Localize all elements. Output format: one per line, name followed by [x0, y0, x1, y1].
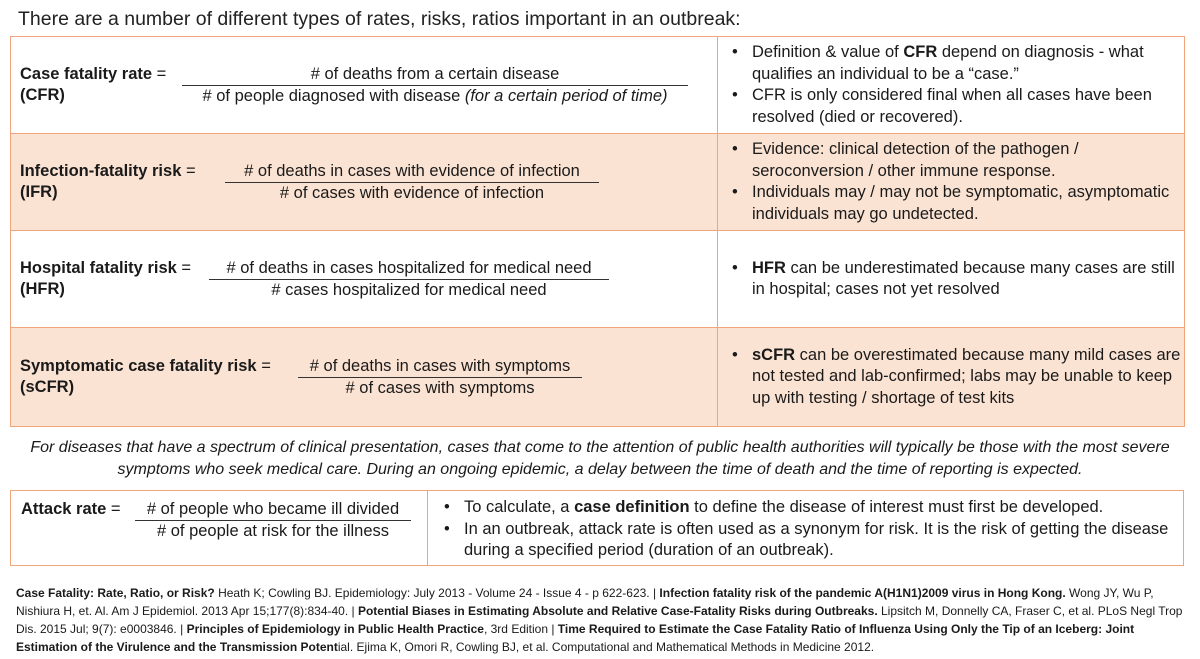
- fraction-cfr: [182, 64, 688, 107]
- italic-note: For diseases that have a spectrum of clinical presentation, cases that come to the attention of public health authorities will typically be those with the most severe symptoms who seek medical care. During an ongoing epidemic, a delay between the time of death and the time of reporting is expected.: [30, 439, 1170, 478]
- fraction-scfr: [298, 356, 582, 399]
- table-row-cfr: [11, 37, 1185, 134]
- rate-name: Infection-fatality risk: [20, 162, 182, 180]
- denominator: # of cases with symptoms: [345, 379, 535, 397]
- rate-abbr: (HFR): [20, 280, 65, 298]
- notes-cell-scfr: [718, 328, 1185, 427]
- rate-abbr: (IFR): [20, 183, 58, 201]
- table-row-hfr: [11, 231, 1185, 328]
- rate-name: Case fatality rate: [20, 65, 153, 83]
- notes-cell-hfr: [718, 231, 1185, 328]
- attack-formula-cell: [11, 491, 428, 565]
- numerator: # of deaths in cases hospitalized for medical need: [209, 258, 609, 280]
- notes-cell-cfr: [718, 37, 1185, 134]
- equals-sign: =: [152, 65, 167, 83]
- note-bullet: • Definition & value of CFR depend on diagnosis - what qualifies an individual to be a “case.”: [732, 42, 1184, 85]
- denominator: # cases hospitalized for medical need: [271, 281, 547, 299]
- numerator: # of deaths from a certain disease: [182, 64, 688, 86]
- denominator: # of cases with evidence of infection: [279, 184, 545, 202]
- denominator: # of people diagnosed with disease (for a certain period of time): [202, 87, 668, 105]
- attack-notes-cell: [428, 491, 1183, 565]
- note-bullet: • sCFR can be overestimated because many mild cases are not tested and lab-confirmed; labs may be unable to keep up with testing / shortage of test kits: [732, 345, 1184, 410]
- rate-name: Symptomatic case fatality risk: [20, 357, 257, 375]
- rates-table: [10, 36, 1185, 427]
- formula-cell-hfr: [11, 231, 718, 328]
- note-bullet: • HFR can be underestimated because many cases are still in hospital; cases not yet resolved: [732, 258, 1184, 301]
- equals-sign: =: [256, 357, 271, 375]
- equals-sign: =: [176, 259, 192, 277]
- page-heading: There are a number of different types of rates, risks, ratios important in an outbreak:: [18, 8, 741, 30]
- formula-cell-cfr: [11, 37, 718, 134]
- equals-sign: =: [181, 162, 196, 180]
- note-bullet: • To calculate, a case definition to define the disease of interest must first be developed.: [444, 497, 1183, 519]
- note-bullet: • Individuals may / may not be symptomatic, asymptomatic individuals may go undetected.: [732, 182, 1184, 225]
- denominator: # of people at risk for the illness: [156, 522, 390, 540]
- attack-rate-name: Attack rate: [21, 500, 107, 518]
- attack-rate-box: [10, 490, 1184, 566]
- fraction-hfr: [209, 258, 609, 301]
- note-bullet: • Evidence: clinical detection of the pathogen / seroconversion / other immune response.: [732, 139, 1184, 182]
- table-row-scfr: [11, 328, 1185, 427]
- equals-sign: =: [106, 500, 121, 518]
- fraction-attack: [135, 499, 411, 542]
- numerator: # of deaths in cases with symptoms: [298, 356, 582, 378]
- rate-abbr: (sCFR): [20, 378, 75, 396]
- note-bullet: • In an outbreak, attack rate is often used as a synonym for risk. It is the risk of getting the disease during a specified period (duration of an outbreak).: [444, 519, 1183, 562]
- table-row-ifr: [11, 134, 1185, 231]
- rate-abbr: (CFR): [20, 86, 65, 104]
- references: Case Fatality: Rate, Ratio, or Risk? Heath K; Cowling BJ. Epidemiology: July 2013 - Volume 24 - Issue 4 - p 622-623. | Infection fatality risk of the pandemic A(H1N1)2009 virus in Hong Kong. Wong JY, Wu P, Nishiura H, et. Al. Am J Epidemiol. 2013 Apr 15;177(8):834-40. | Potential Biases in Estimating Absolute and Relative Case-Fatality Risks during Outbreaks. Lipsitch M, Donnelly CA, Fraser C, et al. PLoS Negl Trop Dis. 2015 Jul; 9(7): e0003846. | Principles of Epidemiology in Public Health Practice, 3rd Edition | Time Required to Estimate the Case Fatality Ratio of Influenza Using Only the Tip of an Iceberg: Joint Estimation of the Virulence and the Transmission Potential. Ejima K, Omori R, Cowling BJ, et al. Computational and Mathematical Methods in Medicine 2012.: [16, 586, 1183, 654]
- formula-cell-ifr: [11, 134, 718, 231]
- rate-name: Hospital fatality risk: [20, 259, 177, 277]
- note-bullet: • CFR is only considered final when all cases have been resolved (died or recovered).: [732, 85, 1184, 128]
- notes-cell-ifr: [718, 134, 1185, 231]
- formula-cell-scfr: [11, 328, 718, 427]
- numerator: # of deaths in cases with evidence of infection: [225, 161, 599, 183]
- numerator: # of people who became ill divided: [135, 499, 411, 521]
- fraction-ifr: [225, 161, 599, 204]
